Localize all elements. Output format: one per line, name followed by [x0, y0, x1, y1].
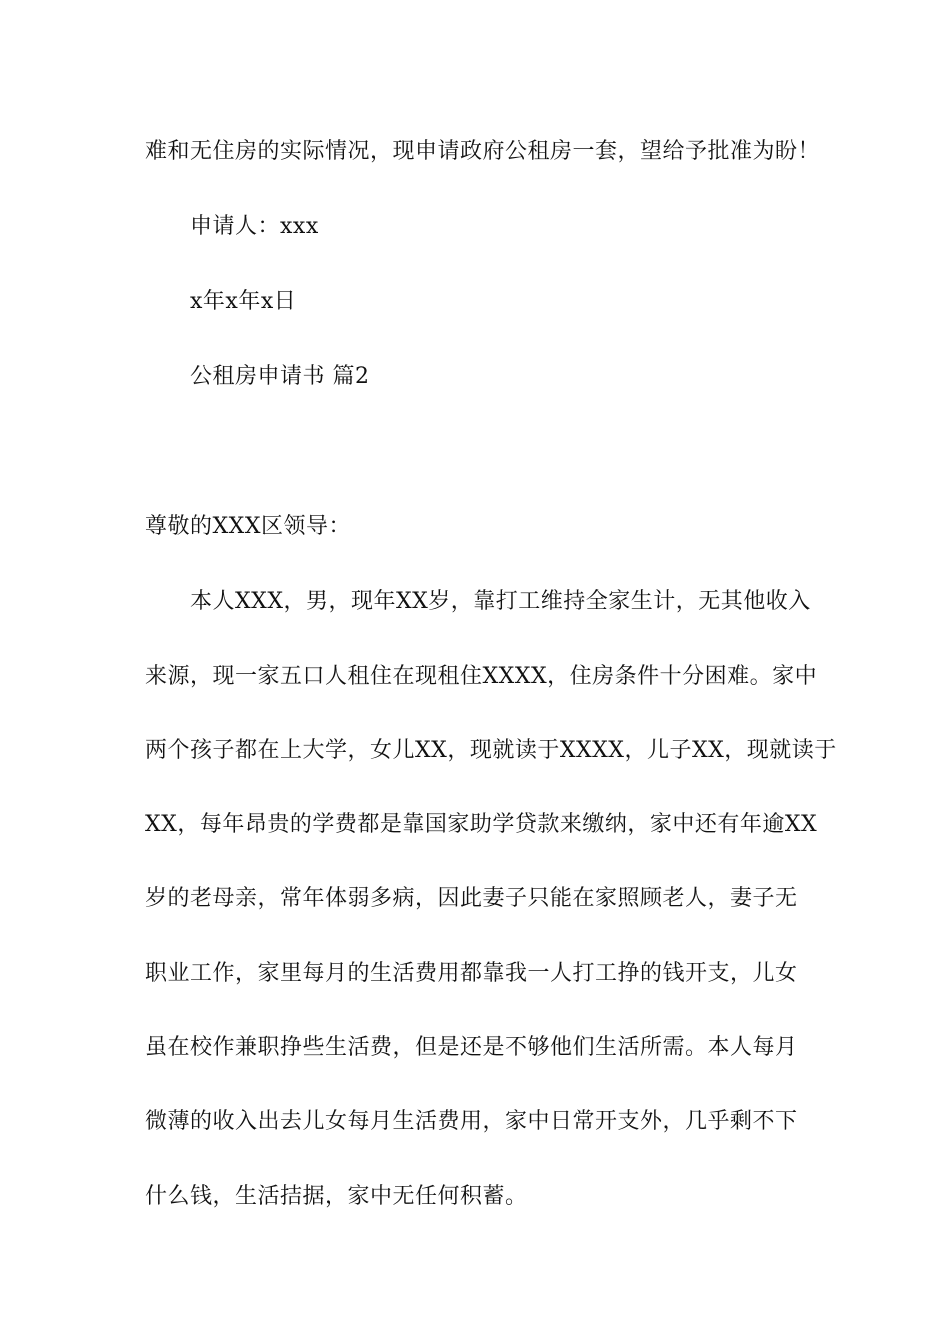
- applicant-line: 申请人：xxx: [190, 214, 319, 239]
- continuation-line: 难和无住房的实际情况，现申请政府公租房一套，望给予批准为盼！: [145, 139, 821, 164]
- section-title: 公租房申请书 篇2: [190, 364, 370, 389]
- salutation: 尊敬的XXX区领导：: [145, 514, 351, 539]
- body-line: 职业工作，家里每月的生活费用都靠我一人打工挣的钱开支，儿女: [145, 961, 798, 986]
- body-line: 虽在校作兼职挣些生活费，但是还是不够他们生活所需。本人每月: [145, 1035, 798, 1060]
- body-line: 岁的老母亲，常年体弱多病，因此妻子只能在家照顾老人，妻子无: [145, 886, 798, 911]
- body-line: 本人XXX，男，现年XX岁，靠打工维持全家生计，无其他收入: [190, 589, 811, 614]
- body-line: 什么钱，生活拮据，家中无任何积蓄。: [145, 1184, 528, 1209]
- body-line: 来源，现一家五口人租住在现租住XXXX，住房条件十分困难。家中: [145, 664, 818, 689]
- body-line: 微薄的收入出去儿女每月生活费用，家中日常开支外，几乎剩不下: [145, 1109, 798, 1134]
- body-line: 两个孩子都在上大学，女儿XX，现就读于XXXX，儿子XX，现就读于: [145, 738, 837, 763]
- body-line: XX，每年昂贵的学费都是靠国家助学贷款来缴纳，家中还有年逾XX: [145, 812, 818, 837]
- date-line: x年x年x日: [190, 289, 297, 314]
